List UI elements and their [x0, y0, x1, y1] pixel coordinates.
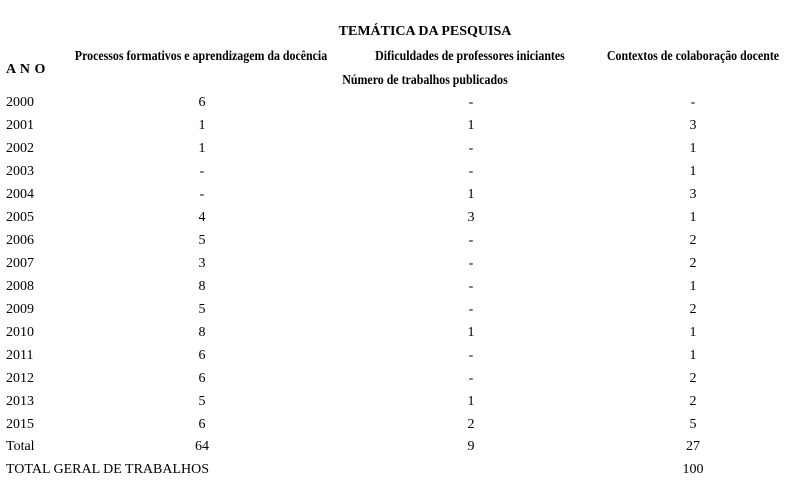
grand-total-value: 100 — [682, 462, 704, 477]
value-cell: 1 — [467, 394, 475, 409]
table-row — [0, 95, 800, 118]
value-cell: - — [468, 279, 474, 294]
value-cell: - — [468, 233, 474, 248]
total-cell: 27 — [686, 439, 700, 454]
year-column-header: A N O — [6, 62, 46, 77]
value-cell: 3 — [689, 118, 697, 133]
grand-total-row — [0, 462, 800, 485]
value-cell: 3 — [689, 187, 697, 202]
table-row — [0, 325, 800, 348]
year-cell: 2011 — [6, 348, 34, 363]
grand-total-label: TOTAL GERAL DE TRABALHOS — [6, 462, 210, 477]
column-header-dificuldades: Dificuldades de professores iniciantes — [375, 49, 565, 64]
value-cell: 6 — [198, 371, 206, 386]
value-cell: 6 — [198, 95, 206, 110]
year-cell: 2015 — [6, 417, 34, 432]
table-row — [0, 279, 800, 302]
total-row — [0, 439, 800, 462]
table-row — [0, 233, 800, 256]
subheader: Número de trabalhos publicados — [342, 73, 508, 88]
value-cell: - — [468, 348, 474, 363]
year-cell: 2000 — [6, 95, 34, 110]
value-cell: 6 — [198, 348, 206, 363]
year-cell: 2008 — [6, 279, 34, 294]
total-cell: 64 — [195, 439, 209, 454]
value-cell: 1 — [689, 164, 697, 179]
value-cell: 1 — [689, 141, 697, 156]
value-cell: - — [199, 187, 205, 202]
value-cell: - — [468, 371, 474, 386]
year-cell: 2001 — [6, 118, 34, 133]
table-row — [0, 256, 800, 279]
value-cell: 1 — [467, 325, 475, 340]
value-cell: 1 — [689, 348, 697, 363]
year-cell: 2002 — [6, 141, 34, 156]
table-row — [0, 417, 800, 440]
value-cell: 5 — [689, 417, 697, 432]
value-cell: 2 — [689, 233, 697, 248]
table-title: TEMÁTICA DA PESQUISA — [338, 24, 512, 39]
total-label: Total — [6, 439, 35, 454]
year-cell: 2013 — [6, 394, 34, 409]
year-cell: 2003 — [6, 164, 34, 179]
value-cell: - — [468, 256, 474, 271]
value-cell: 3 — [198, 256, 206, 271]
value-cell: - — [468, 141, 474, 156]
year-cell: 2004 — [6, 187, 34, 202]
value-cell: - — [199, 164, 205, 179]
value-cell: 2 — [689, 302, 697, 317]
value-cell: 4 — [198, 210, 206, 225]
year-cell: 2010 — [6, 325, 34, 340]
table-row — [0, 302, 800, 325]
value-cell: 5 — [198, 394, 206, 409]
column-header-processos: Processos formativos e aprendizagem da docência — [74, 49, 328, 64]
table-row — [0, 164, 800, 187]
value-cell: 1 — [198, 141, 206, 156]
table-row — [0, 348, 800, 371]
total-cell: 9 — [467, 439, 475, 454]
table-row — [0, 118, 800, 141]
value-cell: 1 — [689, 325, 697, 340]
year-cell: 2007 — [6, 256, 34, 271]
value-cell: 8 — [198, 279, 206, 294]
value-cell: 5 — [198, 233, 206, 248]
value-cell: 5 — [198, 302, 206, 317]
value-cell: 3 — [467, 210, 475, 225]
table-row — [0, 187, 800, 210]
value-cell: - — [468, 164, 474, 179]
year-cell: 2006 — [6, 233, 34, 248]
value-cell: 1 — [198, 118, 206, 133]
value-cell: 1 — [467, 187, 475, 202]
value-cell: 2 — [689, 394, 697, 409]
value-cell: 2 — [689, 371, 697, 386]
value-cell: 8 — [198, 325, 206, 340]
value-cell: 2 — [467, 417, 475, 432]
column-header-contextos: Contextos de colaboração docente — [606, 49, 780, 64]
value-cell: - — [690, 95, 696, 110]
value-cell: 6 — [198, 417, 206, 432]
table-row — [0, 394, 800, 417]
value-cell: 1 — [689, 210, 697, 225]
value-cell: - — [468, 302, 474, 317]
year-cell: 2005 — [6, 210, 34, 225]
table-row — [0, 141, 800, 164]
value-cell: - — [468, 95, 474, 110]
year-cell: 2009 — [6, 302, 34, 317]
value-cell: 1 — [689, 279, 697, 294]
table-row — [0, 371, 800, 394]
year-cell: 2012 — [6, 371, 34, 386]
table-row — [0, 210, 800, 233]
value-cell: 2 — [689, 256, 697, 271]
value-cell: 1 — [467, 118, 475, 133]
